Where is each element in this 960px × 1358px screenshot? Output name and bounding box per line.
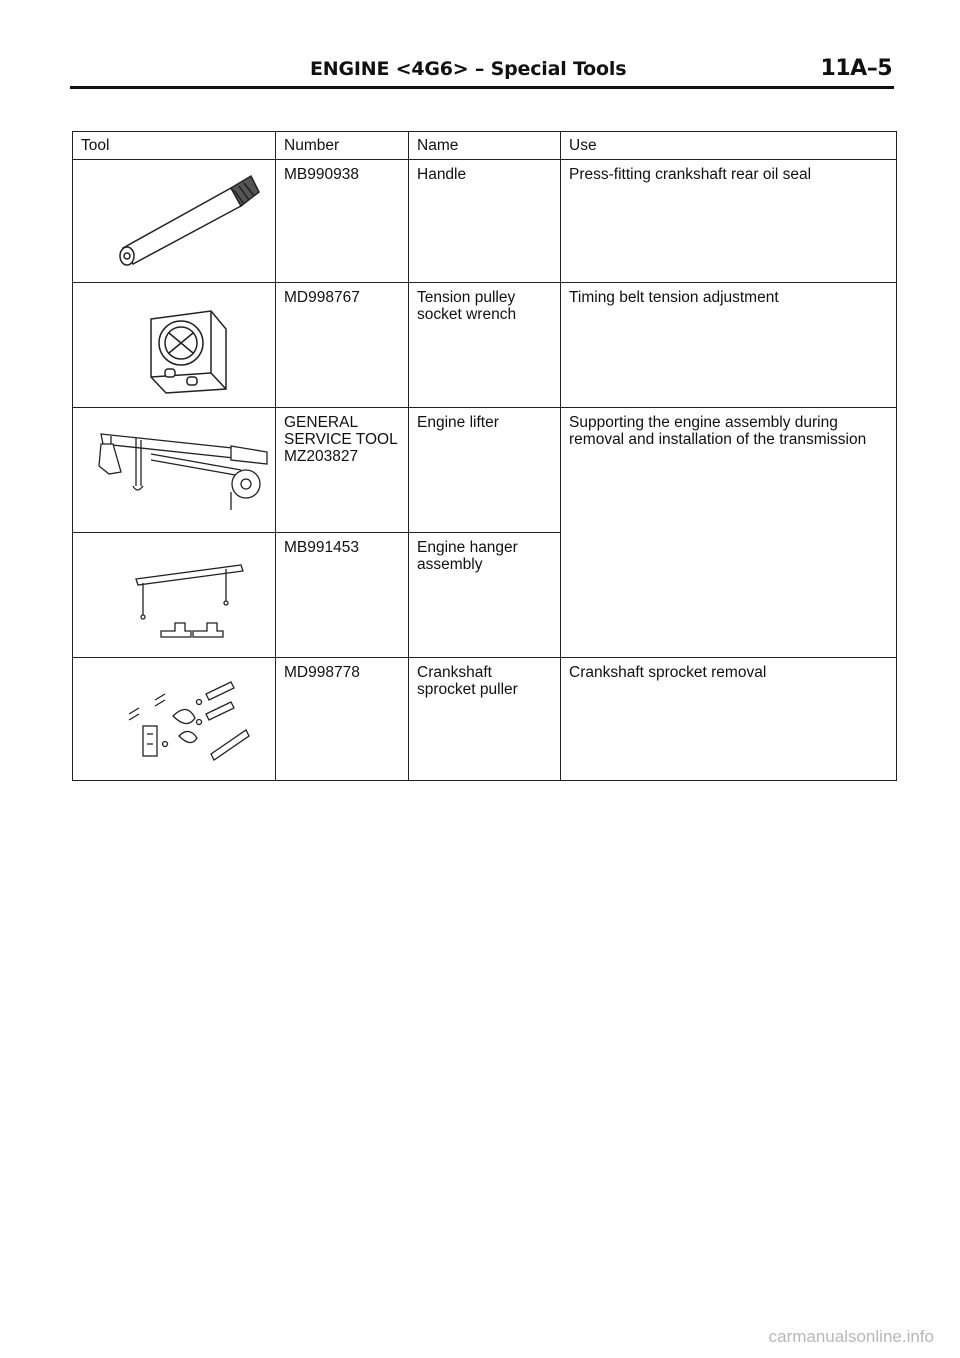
page-number: 11A–5 [820,56,892,81]
tool-image-cell [73,533,276,658]
table-row [73,160,897,283]
tool-name: Handle [409,160,561,283]
table-row [73,408,897,533]
column-header-use: Use [561,132,897,160]
column-header-number: Number [276,132,409,160]
tool-name: Crankshaft sprocket puller [409,658,561,781]
table-row [73,283,897,408]
special-tools-table [72,131,897,781]
table-header-row [73,132,897,160]
header-rule [70,86,894,89]
part-number: MD998778 [276,658,409,781]
part-number: MB991453 [276,533,409,658]
page-title: ENGINE <4G6> – Special Tools [310,58,627,80]
socket-wrench-tool-icon [81,289,281,401]
engine-lifter-tool-icon [81,414,281,526]
tool-name: Tension pulley socket wrench [409,283,561,408]
part-number: MD998767 [276,283,409,408]
engine-hanger-tool-icon [81,539,281,651]
sprocket-puller-tool-icon [81,664,281,774]
column-header-name: Name [409,132,561,160]
tool-image-cell [73,408,276,533]
tool-use: Timing belt tension adjustment [561,283,897,408]
tool-use: Crankshaft sprocket removal [561,658,897,781]
tool-name: Engine hanger assembly [409,533,561,658]
tool-name: Engine lifter [409,408,561,533]
tool-use: Supporting the engine assembly during removal and installation of the transmission [561,408,897,658]
tool-image-cell [73,283,276,408]
tool-use: Press-fitting crankshaft rear oil seal [561,160,897,283]
part-number: MB990938 [276,160,409,283]
table-row [73,658,897,781]
watermark-text: carmanualsonline.info [768,1327,934,1346]
tool-image-cell [73,160,276,283]
handle-tool-icon [81,166,281,276]
column-header-tool: Tool [73,132,276,160]
part-number: GENERAL SERVICE TOOL MZ203827 [276,408,409,533]
tool-image-cell [73,658,276,781]
